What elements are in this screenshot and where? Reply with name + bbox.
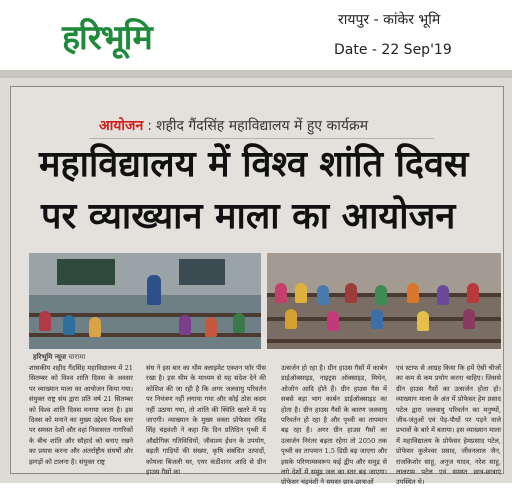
photo-student bbox=[205, 317, 217, 337]
publication-date: Date - 22 Sep'19 bbox=[334, 42, 452, 58]
photo-student bbox=[295, 283, 307, 303]
article-frame bbox=[10, 86, 504, 487]
photo-student bbox=[417, 311, 429, 331]
kicker-divider bbox=[89, 138, 434, 139]
photo-student bbox=[285, 309, 297, 329]
article-body bbox=[29, 363, 501, 487]
kicker-label: आयोजन bbox=[99, 118, 144, 134]
article-kicker bbox=[99, 117, 368, 135]
byline-place: चारामा bbox=[68, 353, 86, 361]
article-byline bbox=[33, 352, 85, 362]
edition-name: रायपुर - कांकेर भूमि bbox=[338, 12, 441, 28]
kicker-text: शहीद गैंदसिंह महाविद्यालय में हुए कार्यक्रम bbox=[155, 118, 369, 134]
headline-line-2: पर व्याख्यान माला का आयोजन bbox=[41, 196, 456, 237]
headline-line-1: महाविद्यालय में विश्व शांति दिवस bbox=[39, 144, 469, 185]
photo-student bbox=[179, 315, 191, 335]
photo-student bbox=[327, 311, 339, 331]
photo-student bbox=[375, 285, 387, 305]
photo-student bbox=[463, 309, 475, 329]
photo-student bbox=[63, 315, 75, 335]
photo-speaker bbox=[147, 275, 161, 305]
photo-student bbox=[233, 313, 245, 333]
photo-student bbox=[467, 283, 479, 303]
photo-student bbox=[275, 283, 287, 303]
kicker-separator: : bbox=[147, 118, 152, 134]
photo-student bbox=[39, 311, 51, 331]
photo-student bbox=[89, 317, 101, 337]
photo-student bbox=[437, 285, 449, 305]
classroom-photo-right bbox=[267, 253, 501, 349]
byline-author: हरिभूमि न्यूज bbox=[33, 353, 67, 361]
adjacent-article-strip bbox=[0, 70, 512, 78]
newspaper-logo: हरिभूमि bbox=[62, 18, 152, 58]
photo-window bbox=[179, 259, 225, 285]
newspaper-clipping bbox=[0, 70, 512, 487]
photo-student bbox=[371, 309, 383, 329]
body-column-3: उत्सर्जन हो रहा है। ग्रीन हाउस गैसों में कार्बन डाईऑक्साइड, नाइट्रस ऑक्साइड, मिथेन, ओजोन आदि होते हैं। ग्रीन हाउस गैस में सबसे बड़ा भाग कार्बन डाईऑक्साइड का होता है। ग्रीन हाउस गैसों के कारण जलवायु परिवर्तन हो रहा है और पृथ्वी का तापमान बढ़ रहा है। अगर ग्रीन हाउस गैसों का उत्सर्जन निरंतर बढ़ता रहेगा तो 2050 तक पृथ्वी का तापमान 1.5 डिग्री बढ़ जाएगा और इसके परिणामस्वरूप कई द्वीप और समुद्र से लगे देशों में समुद्र जल का स्तर बढ़ जाएगा। प्रोफेसर चंद्रवंशी ने समस्त छात्र-छात्राओं bbox=[281, 364, 387, 487]
body-column-1: शासकीय शहीद गैंदसिंह महाविद्यालय में 21 सितम्बर को विश्व शांति दिवस के अवसर पर व्याख्यान माला का आयोजन किया गया। संयुक्त राष्ट्र संघ द्वारा प्रति वर्ष 21 सितम्बर को विश्व शांति दिवस मनाया जाता है। इस दिवस को मनाने का मुख्य उद्देश्य विश्व स्तर पर समस्त देशों और वहां निवासरत नागरिकों के बीच शांति और सौहार्द को बनाए रखने का प्रयास करना और अंतर्राष्ट्रीय संघर्षों और झगड़ों को टालना है। संयुक्त राष्ट्र bbox=[29, 364, 133, 466]
body-column-4: एवं स्टाफ से आग्रह किया कि हमें ऐसी चीजों का कम से कम प्रयोग करना चाहिए। जिससे ग्रीन हाउस गैसों का उत्सर्जन होता हो। व्याख्यान माला के अंत में प्रोफेसर हेम प्रसाद पटेल द्वारा जलवायु परिवर्तन का मनुष्यों, जीव-जंतुओं एवं पेड़-पौधों पर पड़ने वाले प्रभावों के बारे में बताया। इस व्याख्यान माला में महाविद्यालय के प्रोफेसर हेमप्रसाद पटेल, प्रोफेसर कुलेश्वर प्रसाद, जीवनलाल जैन, राजकिशोर साहू, अनुज यादव, नरेश साहू, लालराम पटेल एवं समस्त छात्र-छात्राएं उपस्थित थे। bbox=[396, 364, 501, 487]
photo-desk-row bbox=[267, 339, 501, 343]
photo-student bbox=[407, 283, 419, 303]
classroom-photo-left bbox=[29, 253, 261, 349]
photo-student bbox=[317, 285, 329, 305]
photo-board bbox=[57, 259, 115, 285]
masthead bbox=[0, 0, 512, 70]
body-column-2: संघ ने इस बार का थीम क्लाइमेट एक्शन फॉर पीस रखा है। इस थीम के माध्यम से यह संदेश देने की कोशिश की जा रही है कि अगर जलवायु परिवर्तन पर नियंत्रण नहीं लगाया गया और कोई ठोस कदम नहीं उठाया गया, तो शांति की स्थिति खतरे में पड़ जाएगी। व्याख्यान के मुख्य वक्ता प्रोफेसर रविंद्र सिंह चंद्रवंशी ने कहा कि दिन प्रतिदिन पृथ्वी में औद्योगिक गतिविधियों, जीवाश्म ईंधन के उपयोग, बढ़ती गाड़ियों की संख्या, कृषि संबंधित उत्पादों, कोयला बिजली घर, एयर कंडीशनर आदि से ग्रीन हाउस गैसों का bbox=[146, 364, 266, 477]
photo-student bbox=[345, 283, 357, 303]
